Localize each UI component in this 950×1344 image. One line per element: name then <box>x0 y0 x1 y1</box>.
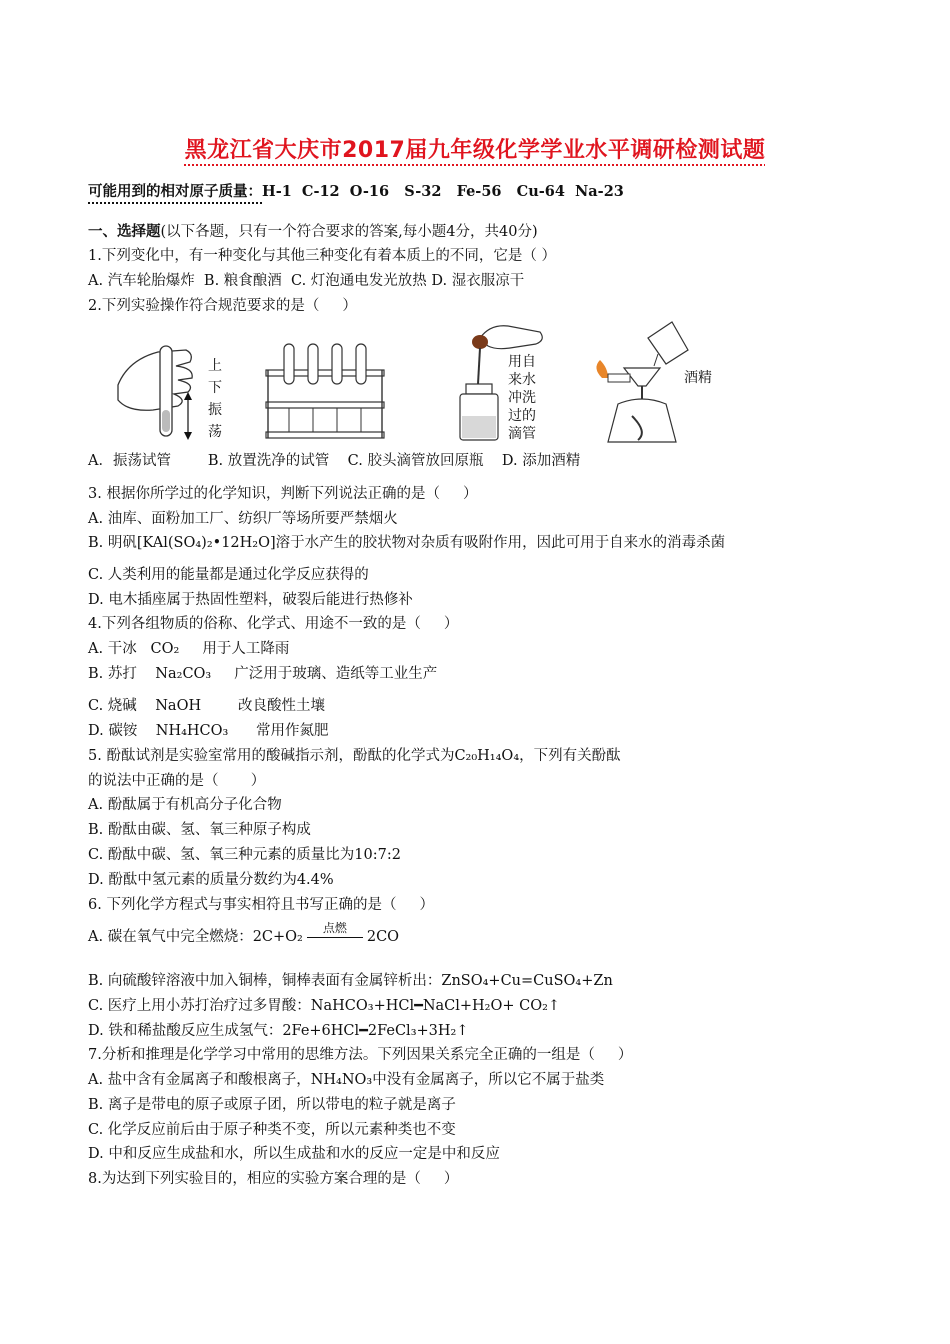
fig-a-char-2: 下 <box>208 380 222 396</box>
section1-header <box>88 222 538 242</box>
q6-option-b: B. 向硫酸锌溶液中加入铜棒，铜棒表面有金属锌析出：ZnSO₄+Cu=CuSO₄+Zn <box>88 973 613 989</box>
q5-option-a: A. 酚酞属于有机高分子化合物 <box>88 797 282 813</box>
q3-option-c: C. 人类利用的能量都是通过化学反应获得的 <box>88 567 369 583</box>
q7-option-a: A. 盐中含有金属离子和酸根离子，NH₄NO₃中没有金属离子，所以它不属于盐类 <box>88 1072 605 1088</box>
q4-stem: 4.下列各组物质的俗称、化学式、用途不一致的是（ ） <box>88 616 459 632</box>
atomic-mass-label: 可能用到的相对原子质量： <box>88 183 262 200</box>
fig-c-char-1: 用自 <box>508 354 536 370</box>
fig-a-char-1: 上 <box>208 358 222 374</box>
q3-stem: 3. 根据你所学过的化学知识，判断下列说法正确的是（ ） <box>88 486 478 502</box>
fig-c-char-4: 过的 <box>508 408 536 424</box>
figure-alcohol-lamp <box>588 320 718 444</box>
q6-stem: 6. 下列化学方程式与事实相符且书写正确的是（ ） <box>88 897 434 913</box>
fig-c-char-2: 来水 <box>508 372 536 388</box>
q2-options: A．振荡试管 B. 放置洗净的试管 C. 胶头滴管放回原瓶 D. 添加酒精 <box>88 453 581 469</box>
q6-a-condition: 点燃 <box>322 921 347 935</box>
atomic-mass-values: H-1 C-12 O-16 S-32 Fe-56 Cu-64 Na-23 <box>262 183 624 200</box>
q1-stem: 1.下列变化中，有一种变化与其他三种变化有着本质上的不同，它是（ ） <box>88 248 556 264</box>
q5-option-b: B. 酚酞由碳、氢、氧三种原子构成 <box>88 822 311 838</box>
q6-option-c: C. 医疗上用小苏打治疗过多胃酸：NaHCO₃+HCl━NaCl+H₂O+ CO₂↑ <box>88 998 561 1014</box>
q3-option-b: B. 明矾[KAl(SO₄)₂•12H₂O]溶于水产生的胶状物对杂质有吸附作用，因此可用于自来水的消毒杀菌 <box>88 535 726 551</box>
q6-a-suffix: 2CO <box>366 929 400 945</box>
q7-option-d: D. 中和反应生成盐和水，所以生成盐和水的反应一定是中和反应 <box>88 1146 500 1162</box>
figure-dropper <box>450 322 560 444</box>
page-title: 黑龙江省大庆市2017届九年级化学学业水平调研检测试题 <box>184 138 766 163</box>
q5-option-c: C. 酚酞中碳、氢、氧三种元素的质量比为10:7:2 <box>88 847 401 863</box>
q6-a-prefix: A. 碳在氧气中完全燃烧：2C+O₂ <box>88 929 303 945</box>
q4-option-b: B. 苏打 Na₂CO₃ 广泛用于玻璃、造纸等工业生产 <box>88 666 438 682</box>
fig-d-label: 酒精 <box>684 370 712 386</box>
q3-option-d: D. 电木插座属于热固性塑料，破裂后能进行热修补 <box>88 592 413 608</box>
section1-note: (以下各题，只有一个符合要求的答案,每小题4分，共40分) <box>160 224 538 240</box>
q1-options: A. 汽车轮胎爆炸 B. 粮食酿酒 C. 灯泡通电发光放热 D. 湿衣服凉干 <box>88 273 525 289</box>
reaction-condition <box>303 921 367 947</box>
fig-c-char-3: 冲洗 <box>508 390 536 406</box>
q7-option-b: B. 离子是带电的原子或原子团，所以带电的粒子就是离子 <box>88 1097 456 1113</box>
section1-heading: 一、选择题 <box>88 223 161 240</box>
figure-tube-rack <box>262 340 392 440</box>
fig-a-char-3: 振 <box>208 402 222 418</box>
figure-shake-tube <box>108 340 238 448</box>
q7-option-c: C. 化学反应前后由于原子种类不变，所以元素种类也不变 <box>88 1122 456 1138</box>
fig-c-char-5: 滴管 <box>508 426 536 442</box>
q4-option-a: A. 干冰 CO₂ 用于人工降雨 <box>88 641 290 657</box>
q5-option-d: D. 酚酞中氢元素的质量分数约为4.4% <box>88 872 334 888</box>
atomic-mass-line <box>88 182 624 202</box>
q2-stem: 2.下列实验操作符合规范要求的是（ ） <box>88 298 357 314</box>
q6-option-a <box>88 921 400 947</box>
q5-stem-line2: 的说法中正确的是（ ） <box>88 773 266 789</box>
q5-stem-line1: 5. 酚酞试剂是实验室常用的酸碱指示剂，酚酞的化学式为C₂₀H₁₄O₄，下列有关酚酞 <box>88 748 621 764</box>
q4-option-d: D. 碳铵 NH₄HCO₃ 常用作氮肥 <box>88 723 329 739</box>
q8-stem: 8.为达到下列实验目的，相应的实验方案合理的是（ ） <box>88 1171 459 1187</box>
q6-option-d: D. 铁和稀盐酸反应生成氢气：2Fe+6HCl━2FeCl₃+3H₂↑ <box>88 1023 469 1039</box>
q3-option-a: A. 油库、面粉加工厂、纺织厂等场所要严禁烟火 <box>88 511 398 527</box>
q4-option-c: C. 烧碱 NaOH 改良酸性土壤 <box>88 698 325 714</box>
q7-stem: 7.分析和推理是化学学习中常用的思维方法。下列因果关系完全正确的一组是（ ） <box>88 1047 633 1063</box>
fig-a-char-4: 荡 <box>208 424 222 440</box>
